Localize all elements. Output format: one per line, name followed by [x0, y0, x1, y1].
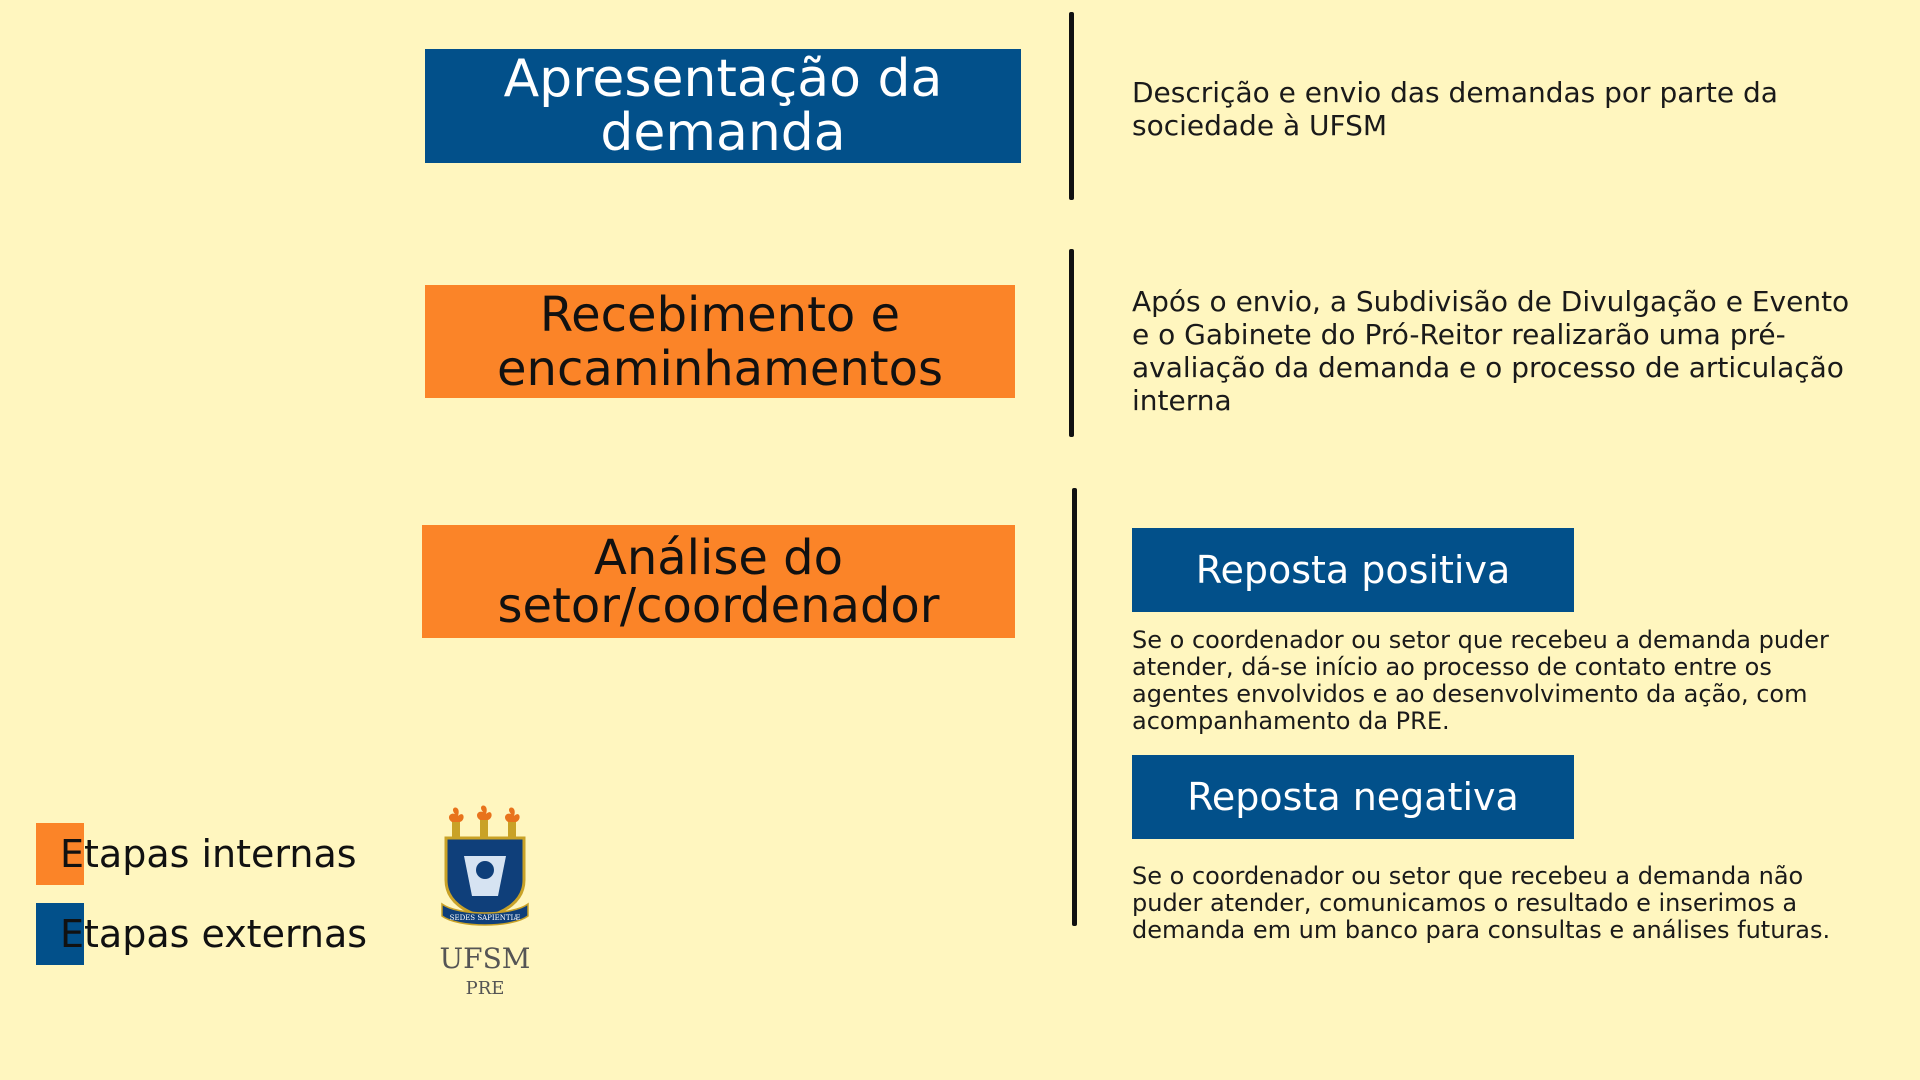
stage-title-line2: setor/coordenador — [497, 577, 940, 634]
torch-icon — [449, 808, 464, 839]
logo-motto: SEDES SAPIENTIÆ — [449, 914, 521, 922]
stage-recebimento-box — [425, 285, 1015, 398]
legend-internal-label: Etapas internas — [60, 832, 357, 876]
torch-icon — [477, 806, 492, 839]
stage-title-line1: Recebimento e — [539, 286, 901, 343]
positive-response-box: Reposta positiva — [1132, 528, 1574, 612]
legend-internal — [36, 823, 357, 885]
stage-apresentacao-box — [425, 49, 1021, 163]
stage-apresentacao-description: Descrição e envio das demandas por parte da sociedade à UFSM — [1132, 76, 1778, 142]
stage-title-line1: Análise do — [594, 529, 843, 586]
stage-recebimento-description: Após o envio, a Subdivisão de Divulgação e Evento e o Gabinete do Pró-Reitor realizarão uma pré-avaliação da demanda e o processo de articulação interna — [1132, 285, 1850, 417]
torch-icon — [505, 808, 520, 839]
legend-external-label: Etapas externas — [60, 912, 368, 956]
logo-name: UFSM — [439, 942, 531, 975]
stage-title-line2: demanda — [600, 103, 846, 163]
divider-line-1 — [1069, 12, 1074, 200]
legend-external — [36, 903, 367, 965]
stage-title-line1: Apresentação da — [503, 49, 943, 109]
divider-line-3 — [1072, 488, 1077, 926]
stage-title-line2: encaminhamentos — [496, 340, 943, 397]
negative-response-box: Reposta negativa — [1132, 755, 1574, 839]
positive-response-description: Se o coordenador ou setor que recebeu a demanda puder atender, dá-se início ao processo de contato entre os agentes envolvidos e ao desenvolvimento da ação, com acompanhamento da PRE. — [1132, 626, 1829, 735]
negative-response-description: Se o coordenador ou setor que recebeu a demanda não puder atender, comunicamos o resultado e inserimos a demanda em um banco para consultas e análises futuras. — [1132, 862, 1831, 944]
logo-subtitle: PRE — [465, 978, 505, 999]
stage-analise-box — [422, 525, 1015, 638]
divider-line-2 — [1069, 249, 1074, 437]
ufsm-crest-logo — [438, 804, 532, 934]
